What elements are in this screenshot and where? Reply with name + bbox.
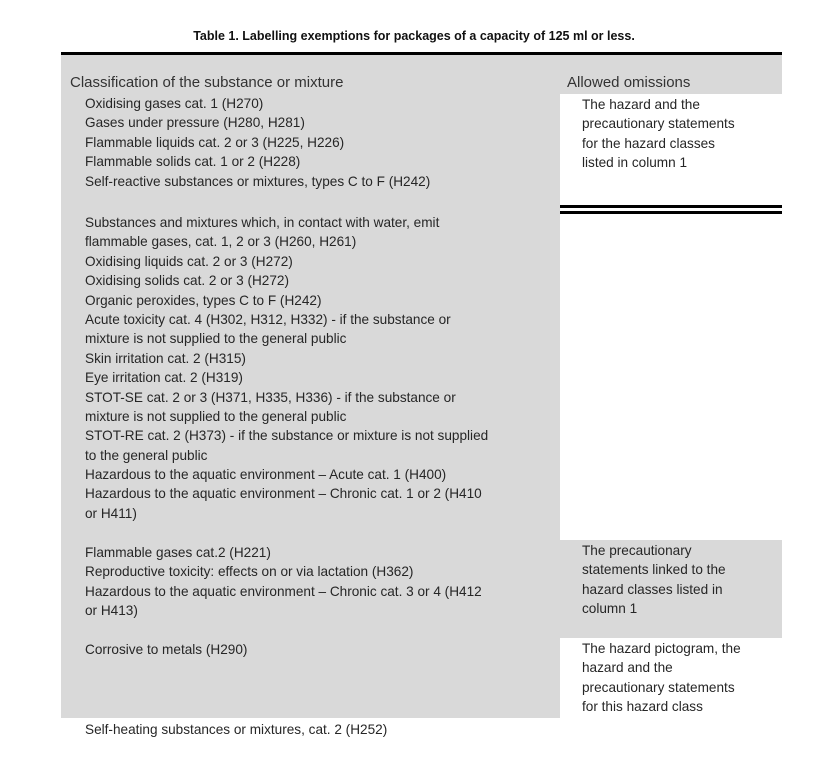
omission-line: for the hazard classes	[582, 135, 715, 151]
omission-line: The precautionary	[582, 543, 692, 558]
list-item: Substances and mixtures which, in contact with water, emit	[85, 215, 440, 230]
omission-group-1	[582, 95, 735, 173]
list-item: Self-heating substances or mixtures, cat. 2 (H252)	[85, 722, 388, 737]
omission-line: The hazard and the	[582, 97, 700, 112]
substance-list-group-3	[85, 543, 482, 621]
list-item: or H413)	[85, 603, 138, 619]
group-divider-rule-2	[560, 211, 782, 214]
list-item: flammable gases, cat. 1, 2 or 3 (H260, H261)	[85, 234, 357, 250]
list-item: Acute toxicity cat. 4 (H302, H312, H332) - if the substance or	[85, 311, 451, 327]
list-item: to the general public	[85, 447, 208, 463]
substance-list-group-4	[85, 640, 247, 659]
omission-line: column 1	[582, 601, 638, 617]
list-item: Hazardous to the aquatic environment – Chronic cat. 1 or 2 (H410	[85, 486, 482, 502]
table-title: Table 1. Labelling exemptions for packages of a capacity of 125 ml or less.	[193, 29, 635, 43]
column-header-omissions: Allowed omissions	[567, 74, 691, 91]
list-item: STOT-RE cat. 2 (H373) - if the substance or mixture is not supplied	[85, 428, 489, 444]
list-item: Reproductive toxicity: effects on or via lactation (H362)	[85, 564, 414, 580]
list-item: Oxidising gases cat. 1 (H270)	[85, 96, 264, 111]
omission-line: hazard classes listed in	[582, 581, 723, 597]
list-item: Corrosive to metals (H290)	[85, 642, 248, 657]
omission-line: listed in column 1	[582, 155, 688, 171]
omission-line: for this hazard class	[582, 699, 703, 715]
substance-list-group-2	[85, 213, 488, 523]
list-item: STOT-SE cat. 2 or 3 (H371, H335, H336) - if the substance or	[85, 389, 456, 405]
omission-group-4	[582, 639, 741, 717]
list-item: mixture is not supplied to the general public	[85, 408, 347, 424]
omission-line: statements linked to the	[582, 562, 726, 578]
omission-line: hazard and the	[582, 660, 673, 676]
list-item: Organic peroxides, types C to F (H242)	[85, 292, 322, 308]
substance-list-group-1	[85, 94, 430, 191]
list-item: Hazardous to the aquatic environment – Acute cat. 1 (H400)	[85, 467, 447, 483]
substance-list-group-5	[85, 720, 387, 739]
omission-group-3	[582, 541, 726, 619]
list-item: Skin irritation cat. 2 (H315)	[85, 350, 246, 366]
list-item: Flammable liquids cat. 2 or 3 (H225, H226)	[85, 134, 345, 150]
omission-line: precautionary statements	[582, 679, 735, 695]
list-item: Flammable solids cat. 1 or 2 (H228)	[85, 154, 301, 170]
list-item: Flammable gases cat.2 (H221)	[85, 545, 271, 560]
list-item: or H411)	[85, 505, 137, 521]
list-item: Oxidising liquids cat. 2 or 3 (H272)	[85, 253, 293, 269]
list-item: mixture is not supplied to the general public	[85, 331, 347, 347]
list-item: Oxidising solids cat. 2 or 3 (H272)	[85, 273, 289, 289]
group-divider-rule-1	[560, 205, 782, 208]
omission-line: The hazard pictogram, the	[582, 641, 741, 656]
column-header-classification: Classification of the substance or mixture	[70, 74, 344, 91]
list-item: Eye irritation cat. 2 (H319)	[85, 370, 243, 386]
list-item: Hazardous to the aquatic environment – Chronic cat. 3 or 4 (H412	[85, 583, 482, 599]
list-item: Self-reactive substances or mixtures, types C to F (H242)	[85, 173, 431, 189]
omission-line: precautionary statements	[582, 116, 735, 132]
list-item: Gases under pressure (H280, H281)	[85, 115, 305, 131]
